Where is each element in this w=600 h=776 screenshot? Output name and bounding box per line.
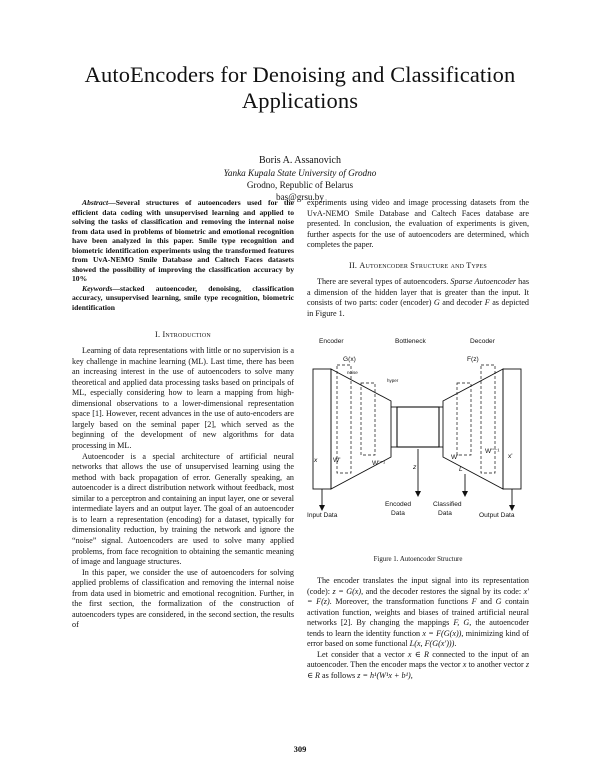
author-email[interactable]: bas@grsu.by [275, 192, 324, 202]
label-hyper: hyper [387, 378, 399, 384]
encoder-hidden-2 [361, 383, 375, 455]
left-column [72, 198, 294, 631]
abstract [72, 198, 294, 284]
label-encoder: Encoder [319, 338, 344, 346]
label-input-data: Input Data [307, 512, 338, 520]
label-w1-inv: W'⁻¹ [372, 460, 386, 468]
label-w1: W' [333, 457, 341, 465]
label-x: x [314, 457, 318, 465]
section-heading-autoencoder [307, 261, 529, 272]
label-encoded: Encoded [385, 501, 412, 509]
structure-paragraph-3: Let consider that a vector x ∈ R connected to the input of an autoencoder. Then the encoder maps the vector x to another vector z ∈ R as follows z = h¹(W¹x + b¹), [307, 649, 529, 680]
intro-paragraph-1: Learning of data representations with little or no supervision is a key challenge in machine learning (ML). Last time, there has been an increasing interest in the use of autoencoders to solve many theoretical and applied data processing tasks based on principals of ML, especially considering how to learn a mapping from high-dimensional observations to a lower-dimensional representation space [1]. However, recent advances in the use of auto-encoders are largely based on the seminal paper [2], which served as the beginning of the development of new algorithms for data processing in ML. [72, 346, 294, 451]
label-decoder: Decoder [470, 338, 495, 346]
structure-paragraph-2: The encoder translates the input signal into its representation (code): z = G(x), and the decoder restores the signal by its code: x′ = F(z). Moreover, the transformation functions F and G contain activation function, weights and biases of trained artificial neural networks [2]. By changing the mappings F, G, the autoencoder tends to learn the identity function x = F(G(x)), minimizing kind of error based on some functional L(x, F(G(x′))). [307, 576, 530, 649]
author-block [100, 155, 500, 203]
input-layer [313, 369, 331, 489]
figure-caption: Figure 1. Autoencoder Structure [373, 556, 463, 564]
page-number: 309 [293, 744, 307, 754]
label-w2: W' [451, 454, 459, 462]
label-gx: G(x) [343, 356, 356, 364]
label-encoded-data: Data [391, 510, 405, 518]
section-title: Autoencoder Structure and Types [359, 260, 487, 270]
label-xprime: x' [508, 453, 513, 461]
output-layer [503, 369, 521, 489]
label-z: z [413, 464, 417, 472]
bottleneck-box [397, 407, 439, 447]
section-title: Introduction [162, 329, 211, 339]
section-heading-introduction [72, 330, 294, 341]
label-bottleneck: Bottleneck [395, 338, 426, 346]
decoder-hidden-2 [481, 365, 495, 473]
section-numeral: I. [155, 329, 161, 339]
label-l: L [459, 466, 463, 474]
author-name: Boris A. Assanovich [259, 155, 341, 166]
decoder-shape [443, 369, 503, 489]
label-noise: noise [347, 370, 358, 376]
author-location: Grodno, Republic of Belarus [246, 180, 354, 190]
keywords-label: Keywords [82, 283, 113, 293]
section-numeral: II. [349, 260, 358, 270]
paper-title: AutoEncoders for Denoising and Classification Applications [84, 62, 516, 113]
label-w2-inv: W''⁻¹ [485, 448, 500, 456]
label-classified-data: Data [438, 510, 452, 518]
figure-autoencoder-structure [307, 323, 529, 555]
intro-paragraph-3: In this paper, we consider the use of autoencoders for solving applied problems of classification and removing the internal noise from data used in biometric and emotional recognition. Further, in the first section, the formalization of the construction of autoencoders types are considered, in the second section, the results of [72, 567, 294, 630]
author-affiliation: Yanka Kupala State University of Grodno [223, 168, 377, 178]
abstract-label: Abstract [82, 198, 109, 207]
right-column [307, 198, 529, 681]
keywords [72, 284, 294, 313]
label-output-data: Output Data [479, 512, 515, 520]
structure-paragraph-1: There are several types of autoencoders. Sparse Autoencoder has a dimension of the hidden layer that is greater than the input. It consists of two parts: coder (encoder) G and decoder F as depicted in Figure 1. [307, 277, 529, 318]
abstract-text: —Several structures of autoencoders used for the efficient data coding with unsupervised learning and applied to solving the tasks of classification and removing the internal noise from data used in problems of biometric and emotional recognition have been analyzed in this paper. Smile type recognition and biometric identification experiments using the transformed features from UvA-NEMO Smile Database and Caltech Faces datasets showed the possibility of improving the classification accuracy by 10% [72, 198, 294, 284]
intro-continued: experiments using video and image processing datasets from the UvA-NEMO Smile Database and Caltech Faces database are presented. In conclusion, the evaluation of experiments is given, further aspects for the use of autoencoders are determined, which completes the paper. [307, 198, 529, 250]
autoencoder-diagram [307, 329, 529, 544]
intro-paragraph-2: Autoencoder is a special architecture of artificial neural networks that allows the use of unsupervised learning using the method with back propagation of error. Generally speaking, an autoencoder is a direct distribution network without feedback, most similar to a perceptron and containing an input layer, one or several intermediate layers and an output layer. The goal of an autoencoder is to learn a representation (encoding) for a dataset, typically for dimensionality reduction, by training the network and ignore the “noise” signal. Autoencoders are used to solve many applied problems, from face recognition to obtaining the semantic meaning of image and language structures. [72, 451, 294, 567]
label-classified: Classified [433, 501, 462, 509]
label-fz: F(z) [467, 356, 479, 364]
keywords-text: —stacked autoencoder, denoising, classification accuracy, unsupervised learning, smile type recognition, biometric identification [72, 283, 294, 313]
decoder-hidden-1 [457, 383, 471, 455]
